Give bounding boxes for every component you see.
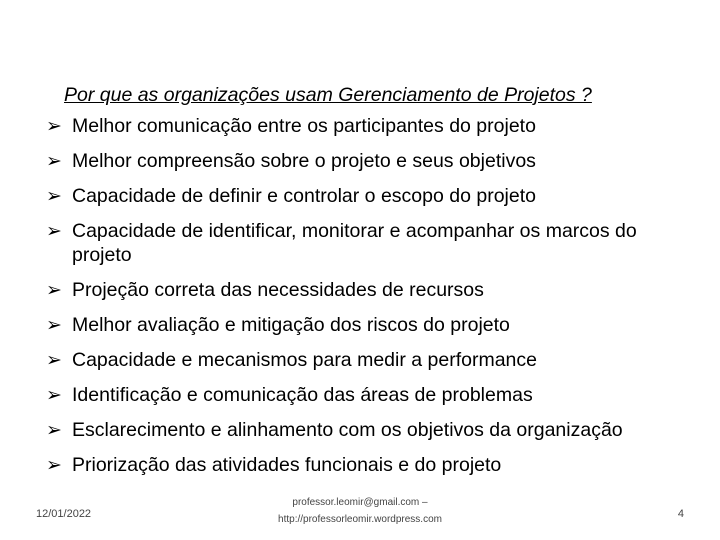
bullet-text: Identificação e comunicação das áreas de problemas bbox=[72, 384, 533, 406]
footer-date: 12/01/2022 bbox=[36, 508, 92, 520]
arrowhead-bullet-icon: ➢ bbox=[46, 349, 62, 371]
list-item bbox=[0, 219, 692, 267]
arrowhead-bullet-icon: ➢ bbox=[46, 384, 62, 406]
bullet-text: Melhor comunicação entre os participantes do projeto bbox=[72, 115, 536, 137]
list-item bbox=[0, 149, 692, 173]
bullet-text: Capacidade de definir e controlar o escopo do projeto bbox=[72, 185, 536, 207]
list-item bbox=[0, 418, 692, 442]
list-item bbox=[0, 278, 692, 302]
page-number: 4 bbox=[677, 508, 684, 520]
list-item bbox=[0, 184, 692, 208]
arrowhead-bullet-icon: ➢ bbox=[46, 314, 62, 336]
bullet-text: Esclarecimento e alinhamento com os objetivos da organização bbox=[72, 419, 623, 441]
arrowhead-bullet-icon: ➢ bbox=[46, 419, 62, 441]
footer-url: http://professorleomir.wordpress.com bbox=[278, 514, 442, 525]
arrowhead-bullet-icon: ➢ bbox=[46, 115, 62, 137]
footer-email: professor.leomir@gmail.com – bbox=[292, 497, 428, 508]
bullet-text: Melhor compreensão sobre o projeto e seus objetivos bbox=[72, 150, 536, 172]
footer-contact bbox=[210, 494, 510, 528]
list-item bbox=[0, 383, 692, 407]
arrowhead-bullet-icon: ➢ bbox=[46, 150, 62, 172]
bullet-list bbox=[0, 114, 720, 488]
list-item bbox=[0, 453, 692, 477]
list-item bbox=[0, 114, 692, 138]
arrowhead-bullet-icon: ➢ bbox=[46, 220, 62, 242]
bullet-text: Capacidade e mecanismos para medir a performance bbox=[72, 349, 537, 371]
slide-heading: Por que as organizações usam Gerenciamento de Projetos ? bbox=[64, 84, 592, 106]
bullet-text: Capacidade de identificar, monitorar e acompanhar os marcos do projeto bbox=[72, 220, 637, 266]
arrowhead-bullet-icon: ➢ bbox=[46, 279, 62, 301]
list-item bbox=[0, 313, 692, 337]
list-item bbox=[0, 348, 692, 372]
arrowhead-bullet-icon: ➢ bbox=[46, 454, 62, 476]
bullet-text: Projeção correta das necessidades de recursos bbox=[72, 279, 484, 301]
bullet-text: Priorização das atividades funcionais e do projeto bbox=[72, 454, 502, 476]
arrowhead-bullet-icon: ➢ bbox=[46, 185, 62, 207]
bullet-text: Melhor avaliação e mitigação dos riscos do projeto bbox=[72, 314, 510, 336]
